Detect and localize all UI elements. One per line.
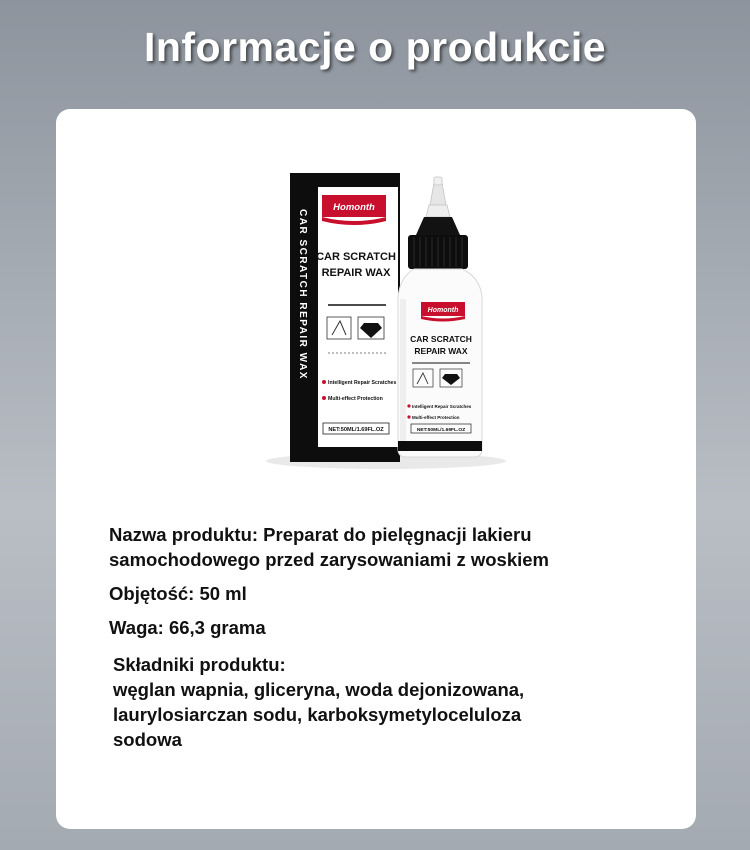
product-name-line1: Nazwa produktu: Preparat do pielęgnacji lakieru	[109, 524, 532, 545]
product-volume: Objętość: 50 ml	[109, 583, 247, 604]
bottle-title-line1: CAR SCRATCH	[410, 334, 472, 344]
box-feature-1: Intelligent Repair Scratches	[328, 380, 397, 386]
box-feature-2: Multi-effect Protection	[328, 396, 383, 402]
box-net-content: NET:50ML/1.69FL.OZ	[328, 427, 384, 433]
box-title-line2: REPAIR WAX	[321, 267, 391, 279]
product-name	[109, 522, 669, 572]
product-box	[290, 173, 400, 462]
ingredients-line1: węglan wapnia, gliceryna, woda dejonizowana,	[113, 679, 525, 700]
product-bottle	[398, 177, 482, 457]
box-title-line1: CAR SCRATCH	[316, 251, 396, 263]
product-card	[56, 109, 696, 829]
product-weight: Waga: 66,3 grama	[109, 617, 266, 638]
bottle-feature-2: Multi-effect Protection	[412, 415, 460, 420]
ingredients-label: Składniki produktu:	[113, 654, 286, 675]
bottle-net-content: NET:50ML/1.69FL.OZ	[416, 428, 466, 433]
bottle-title-line2: REPAIR WAX	[414, 346, 468, 356]
bottle-feature-1: Intelligent Repair Scratches	[412, 404, 472, 409]
box-brand-label: Homonth	[333, 202, 375, 213]
product-info	[109, 522, 669, 761]
bottle-brand-label: Homonth	[427, 307, 459, 314]
page-title: Informacje o produkcie	[143, 24, 607, 70]
product-ingredients	[113, 652, 669, 752]
ingredients-line3: sodowa	[113, 729, 182, 750]
product-image	[56, 109, 696, 509]
product-name-line2: samochodowego przed zarysowaniami z woskiem	[109, 549, 550, 570]
box-side-text: CAR SCRATCH REPAIR WAX	[297, 209, 308, 380]
ingredients-line2: laurylosiarczan sodu, karboksymetyloceluloza	[113, 704, 522, 725]
